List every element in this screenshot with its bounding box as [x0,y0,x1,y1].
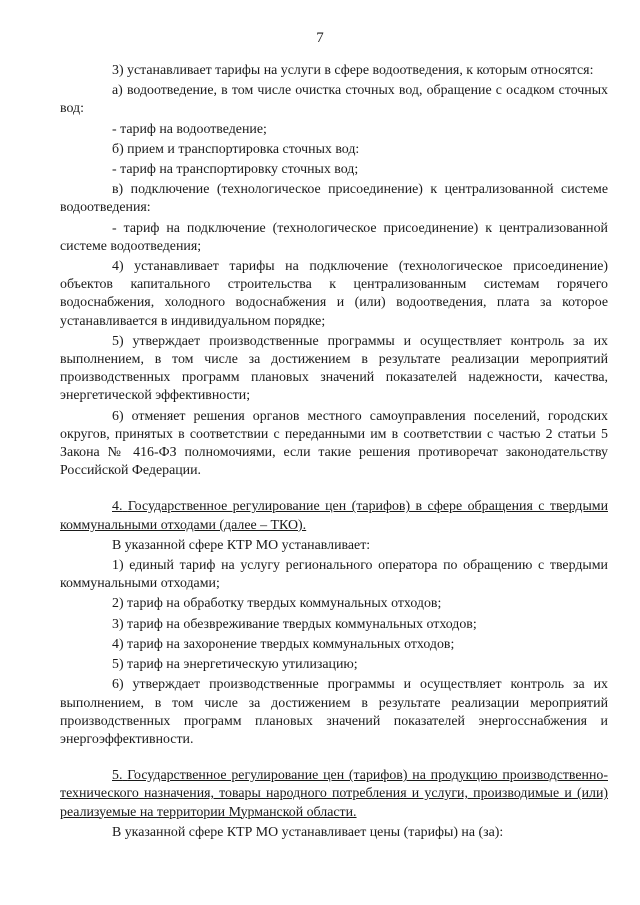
list-item: б) прием и транспортировка сточных вод: [112,141,360,157]
paragraph: В указанной сфере КТР МО устанавливает цены (тарифы) на (за): [112,824,504,840]
list-item: 1) единый тариф на услугу регионального оператора по обращению с твердыми коммунальными отходами; [60,558,608,592]
section-heading-4 [60,498,608,534]
paragraph: в) подключение (технологическое присоединение) к централизованной системе водоотведения: [60,182,608,216]
list-item: - тариф на транспортировку сточных вод; [112,162,359,178]
section-number: 5. [112,768,123,784]
list-item: - тариф на подключение (технологическое присоединение) к централизованной системе водоотведения; [60,220,608,254]
paragraph: 3) устанавливает тарифы на услуги в сфере водоотведения, к которым относятся: [112,63,594,78]
list-item: 6) утверждает производственные программы и осуществляет контроль за их выполнением, в том числе за достижением в результате реализации мероприятий производственных программ плановых значений показателей энергосснабжения и энергоэффективности. [60,677,608,747]
section-heading-5 [60,767,608,822]
page-number: 7 [316,30,324,46]
list-item: 5) тариф на энергетическую утилизацию; [112,657,358,673]
list-item: 2) тариф на обработку твердых коммунальных отходов; [112,596,442,612]
paragraph: 4) устанавливает тарифы на подключение (технологическое присоединение) объектов капитального строительства к централизованным системам горячего водоснабжения, холодного водоснабжения и (или) водоотведения, плата за которое устанавливается в индивидуальном порядке; [60,259,608,329]
section-number: 4. [112,499,123,515]
list-item: - тариф на водоотведение; [112,121,267,137]
section-title: Государственное регулирование цен (тарифов) на продукцию производственно-технического назначения, товары народного потребления и услуги, производимые и (или) реализуемые на территории Мурманской области. [60,768,608,820]
paragraph: В указанной сфере КТР МО устанавливает: [112,537,371,553]
list-item: 3) тариф на обезвреживание твердых коммунальных отходов; [112,616,477,632]
paragraph: 5) утверждает производственные программы и осуществляет контроль за их выполнением, в том числе за достижением в результате реализации мероприятий производственных программ плановых значений показателей надежности, качества, энергетической эффективности; [60,333,608,404]
section-title: Государственное регулирование цен (тарифов) в сфере обращения с твердыми коммунальными отходами (далее – ТКО). [60,499,608,533]
paragraph: а) водоотведение, в том числе очистка сточных вод, обращение с осадком сточных вод: [60,83,608,117]
document-body [60,62,608,842]
paragraph: 6) отменяет решения органов местного самоуправления поселений, городских округов, принятых в соответствии с переданными им в соответствии с частью 2 статьи 5 Закона № 416-ФЗ полномочиями, если такие решения противоречат законодательству Российской Федерации. [60,408,608,479]
list-item: 4) тариф на захоронение твердых коммунальных отходов; [112,636,455,652]
